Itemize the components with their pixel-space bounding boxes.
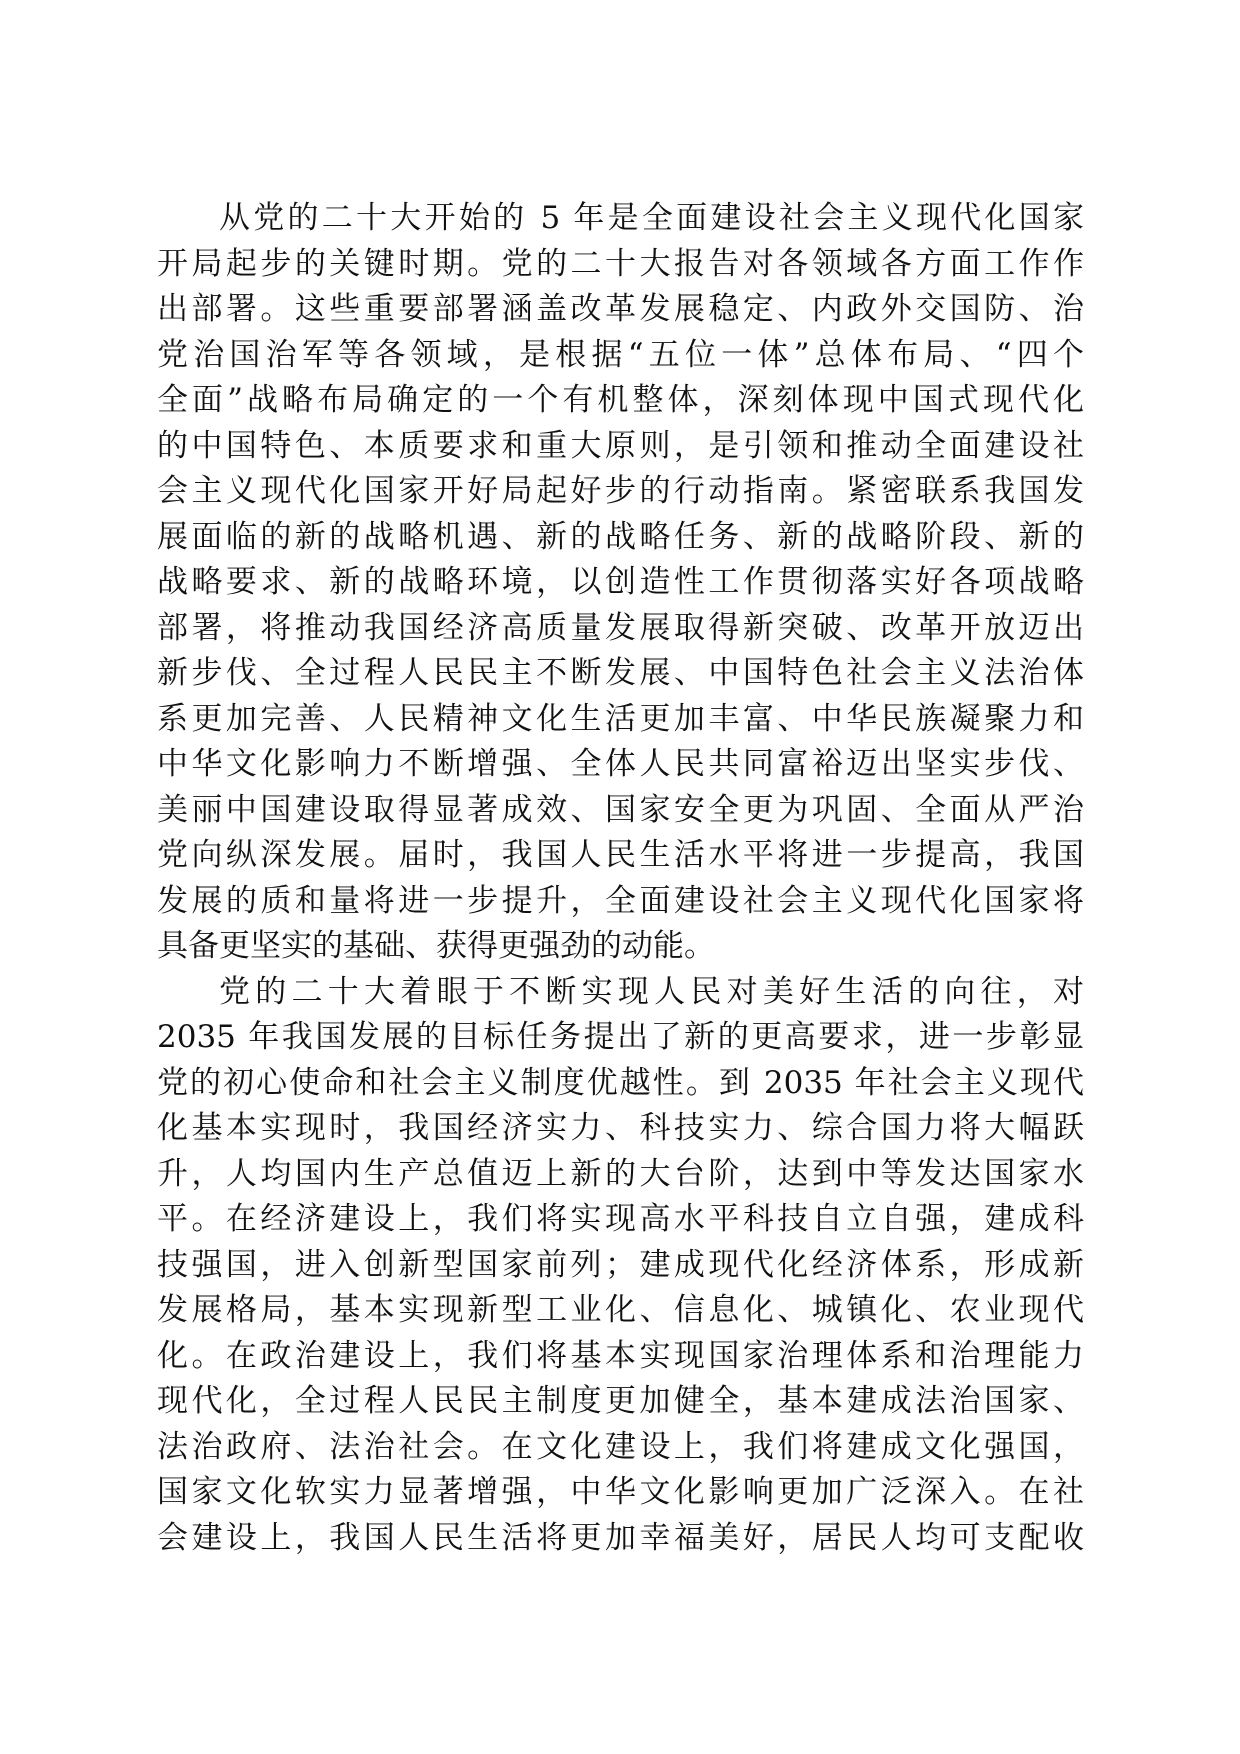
text-line: 会建设上，我国人民生活将更加幸福美好，居民人均可支配收 <box>157 1519 1084 1556</box>
text-line: 党治国治军等各领域，是根据“五位一体”总体布局、“四个 <box>157 336 1084 373</box>
text-line: 化。在政治建设上，我们将基本实现国家治理体系和治理能力 <box>157 1337 1084 1374</box>
text-line: 具备更坚实的基础、获得更强劲的动能。 <box>157 928 715 964</box>
paragraph-2 <box>157 970 1084 1562</box>
document-body <box>157 196 1084 1561</box>
text-line: 中华文化影响力不断增强、全体人民共同富裕迈出坚实步伐、 <box>157 746 1084 782</box>
text-line: 法治政府、法治社会。在文化建设上，我们将建成文化强国， <box>157 1428 1084 1465</box>
text-line: 技强国，进入创新型国家前列；建成现代化经济体系，形成新 <box>157 1246 1084 1283</box>
text-line: 发展格局，基本实现新型工业化、信息化、城镇化、农业现代 <box>157 1292 1084 1328</box>
text-line: 党的二十大着眼于不断实现人民对美好生活的向往，对 <box>219 973 1084 1010</box>
text-line: 开局起步的关键时期。党的二十大报告对各领域各方面工作作 <box>157 245 1084 282</box>
text-line: 国家文化软实力显著增强，中华文化影响更加广泛深入。在社 <box>157 1474 1084 1510</box>
text-line: 从党的二十大开始的 5 年是全面建设社会主义现代化国家 <box>219 200 1084 236</box>
paragraph-1 <box>157 196 1084 970</box>
text-line: 出部署。这些重要部署涵盖改革发展稳定、内政外交国防、治 <box>157 291 1084 327</box>
text-line: 2035 年我国发展的目标任务提出了新的更高要求，进一步彰显 <box>157 1019 1084 1055</box>
text-line: 美丽中国建设取得显著成效、国家安全更为巩固、全面从严治 <box>157 791 1084 828</box>
text-line: 党的初心使命和社会主义制度优越性。到 2035 年社会主义现代 <box>157 1064 1084 1101</box>
text-line: 全面”战略布局确定的一个有机整体，深刻体现中国式现代化 <box>157 382 1084 418</box>
text-line: 会主义现代化国家开好局起好步的行动指南。紧密联系我国发 <box>157 473 1084 509</box>
text-line: 部署，将推动我国经济高质量发展取得新突破、改革开放迈出 <box>157 609 1084 646</box>
text-line: 展面临的新的战略机遇、新的战略任务、新的战略阶段、新的 <box>157 518 1084 555</box>
text-line: 党向纵深发展。届时，我国人民生活水平将进一步提高，我国 <box>157 837 1084 873</box>
text-line: 新步伐、全过程人民民主不断发展、中国特色社会主义法治体 <box>157 655 1084 691</box>
text-line: 化基本实现时，我国经济实力、科技实力、综合国力将大幅跃 <box>157 1110 1084 1146</box>
text-line: 的中国特色、本质要求和重大原则，是引领和推动全面建设社 <box>157 427 1084 464</box>
text-line: 发展的质和量将进一步提升，全面建设社会主义现代化国家将 <box>157 882 1084 919</box>
text-line: 现代化，全过程人民民主制度更加健全，基本建成法治国家、 <box>157 1383 1084 1419</box>
text-line: 升，人均国内生产总值迈上新的大台阶，达到中等发达国家水 <box>157 1155 1084 1192</box>
text-line: 战略要求、新的战略环境，以创造性工作贯彻落实好各项战略 <box>157 564 1084 600</box>
text-line: 平。在经济建设上，我们将实现高水平科技自立自强，建成科 <box>157 1201 1084 1237</box>
text-line: 系更加完善、人民精神文化生活更加丰富、中华民族凝聚力和 <box>157 700 1084 737</box>
